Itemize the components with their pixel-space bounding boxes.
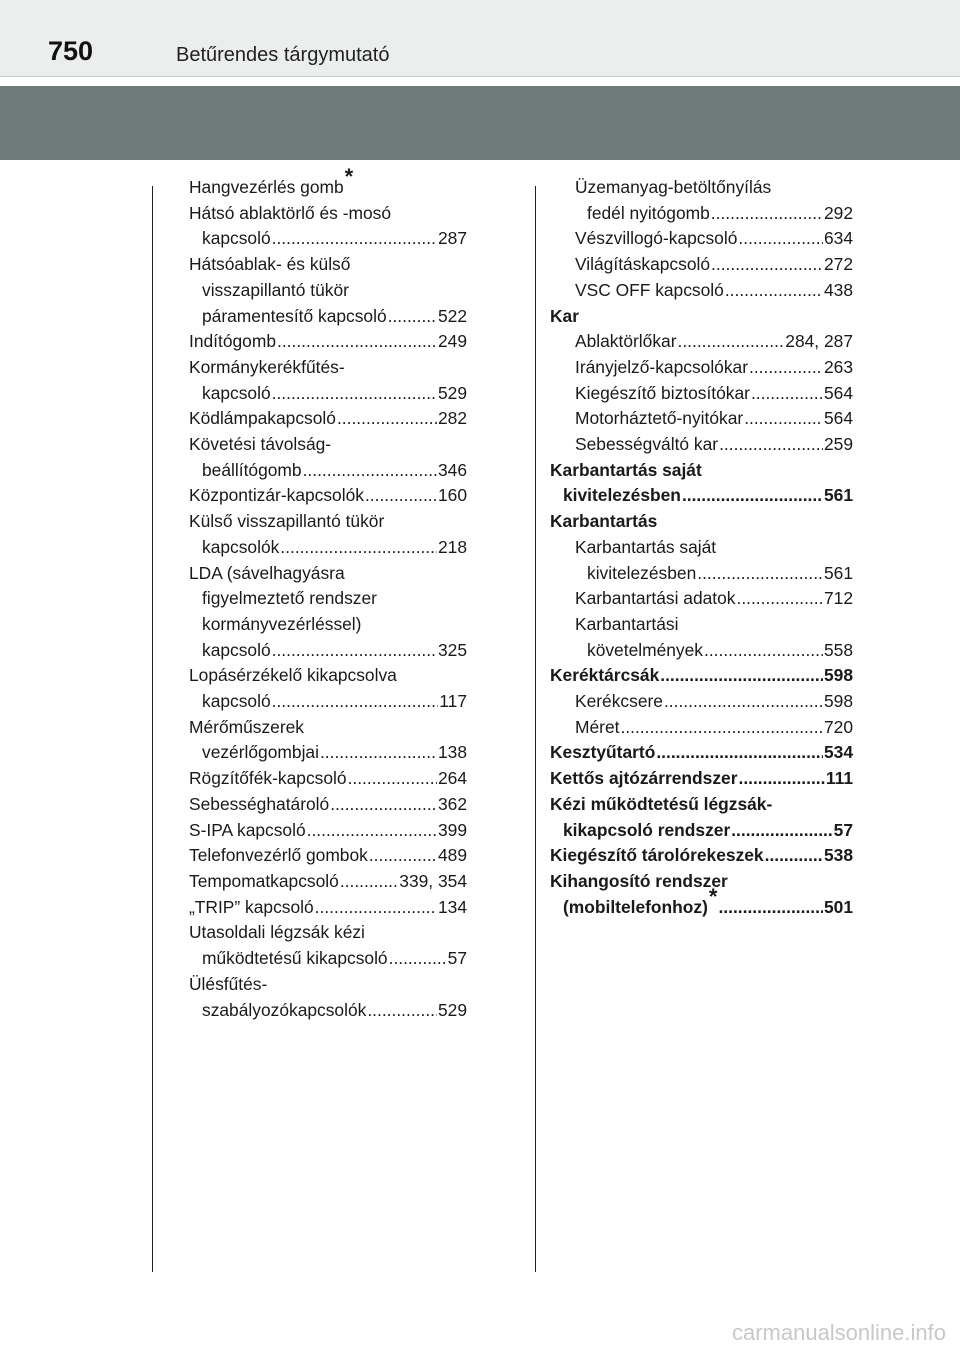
- header-band: [0, 86, 960, 160]
- index-entry-line: [550, 843, 853, 869]
- index-term: fedél nyitógomb: [587, 202, 710, 223]
- page-reference: 272: [823, 254, 853, 275]
- index-term: Irányjelző-kapcsolókar: [575, 356, 749, 377]
- dot-leader: [340, 869, 398, 895]
- dot-leader: [718, 895, 823, 921]
- index-entry: [550, 406, 853, 432]
- index-entry-line: [189, 792, 467, 818]
- index-entry: [550, 792, 853, 843]
- dot-leader: [315, 895, 437, 921]
- index-entry-line: [189, 946, 467, 972]
- dot-leader: [749, 355, 823, 381]
- index-entry: [189, 869, 467, 895]
- dot-leader: [307, 818, 437, 844]
- page-reference: 249: [437, 331, 467, 352]
- index-entry: [550, 252, 853, 278]
- page-reference: 399: [437, 819, 467, 840]
- index-entry-line: [189, 406, 467, 432]
- section-title: Betűrendes tárgymutató: [176, 44, 390, 66]
- page-reference: 138: [437, 742, 467, 763]
- index-term: Keréktárcsák: [550, 665, 660, 686]
- page-reference: 529: [437, 382, 467, 403]
- index-entry: [189, 509, 467, 560]
- page-header: [0, 0, 960, 77]
- index-term: figyelmeztető rendszer: [202, 588, 377, 609]
- watermark: carmanualsonline.info: [731, 1320, 946, 1345]
- index-term: kapcsolók: [202, 536, 280, 557]
- index-term: Kar: [550, 305, 579, 326]
- index-term: Kézi működtetésű légzsák-: [550, 793, 773, 814]
- dot-leader: [320, 740, 437, 766]
- page-reference: 564: [823, 382, 853, 403]
- index-term: Indítógomb: [189, 331, 277, 352]
- dot-leader: [682, 483, 823, 509]
- index-term: működtetésű kikapcsoló: [202, 948, 388, 969]
- index-term: Lopásérzékelő kikapcsolva: [189, 665, 397, 686]
- index-entry-line: (mobiltelefonhoz) * ..... 501: [550, 895, 853, 921]
- index-term: Telefonvezérlő gombok: [189, 845, 368, 866]
- page-reference: 111: [825, 768, 853, 789]
- index-entry-line: [189, 561, 467, 587]
- index-entry-line: Hangvezérlés gomb *: [189, 175, 467, 201]
- index-column-left: [189, 164, 467, 1023]
- index-entry: [550, 278, 853, 304]
- dot-leader: [389, 946, 447, 972]
- index-term: kapcsoló: [202, 228, 271, 249]
- index-entry-line: [550, 561, 853, 587]
- index-term: S-IPA kapcsoló: [189, 819, 306, 840]
- index-entry-line: [189, 432, 467, 458]
- index-term: kapcsoló: [202, 639, 271, 660]
- page-reference: 346: [437, 459, 467, 480]
- index-entry-line: [189, 972, 467, 998]
- index-entry-line: [550, 869, 853, 895]
- dot-leader: [765, 843, 823, 869]
- dot-leader: [277, 329, 437, 355]
- index-entry: [189, 972, 467, 1023]
- index-entry-line: [550, 483, 853, 509]
- dot-leader: [725, 278, 823, 304]
- index-entry-line: [189, 458, 467, 484]
- index-term: Tempomatkapcsoló: [189, 870, 339, 891]
- index-term: Hátsóablak- és külső: [189, 254, 351, 275]
- index-entry-line: [550, 638, 853, 664]
- index-term: LDA (sávelhagyásra: [189, 562, 345, 583]
- index-entry: [550, 869, 853, 920]
- index-entry-line: [189, 304, 467, 330]
- index-term: (mobiltelefonhoz): [563, 896, 708, 917]
- page-reference: 117: [439, 691, 467, 712]
- page-reference: 522: [437, 305, 467, 326]
- index-entry-line: [550, 381, 853, 407]
- index-entry-line: [189, 895, 467, 921]
- dot-leader: [303, 458, 437, 484]
- index-entry-line: [189, 535, 467, 561]
- index-term: Motorháztető-nyitókar: [575, 408, 744, 429]
- page-reference: 534: [823, 742, 853, 763]
- page-reference: 134: [437, 896, 467, 917]
- dot-leader: [697, 561, 823, 587]
- index-entry: [189, 201, 467, 252]
- page-reference: 160: [437, 485, 467, 506]
- page-reference: 362: [437, 793, 467, 814]
- page-reference: 264: [437, 768, 467, 789]
- index-entry-line: [550, 432, 853, 458]
- index-term: Kerékcsere: [575, 691, 663, 712]
- index-term: VSC OFF kapcsoló: [575, 279, 724, 300]
- index-term: Sebességváltó kar: [575, 434, 719, 455]
- index-term: Világításkapcsoló: [575, 254, 711, 275]
- index-entry: [189, 252, 467, 329]
- index-entry: [189, 561, 467, 664]
- index-entry-line: [189, 869, 467, 895]
- index-entry: [189, 843, 467, 869]
- dot-leader: [704, 638, 823, 664]
- index-term: Külső visszapillantó tükör: [189, 511, 385, 532]
- index-term: Karbantartás saját: [550, 459, 702, 480]
- index-entry-line: [189, 663, 467, 689]
- dot-leader: [656, 740, 823, 766]
- index-entry-line: [189, 329, 467, 355]
- index-entry-line: [189, 483, 467, 509]
- index-term: Ablaktörlőkar: [575, 331, 677, 352]
- page-reference: 561: [823, 562, 853, 583]
- page-reference: 259: [823, 434, 853, 455]
- index-entry-line: [189, 381, 467, 407]
- page-reference: 57: [447, 948, 467, 969]
- index-entry: [550, 612, 853, 663]
- index-term: „TRIP” kapcsoló: [189, 896, 314, 917]
- page-reference: 634: [823, 228, 853, 249]
- page-reference: 712: [823, 588, 853, 609]
- dot-leader: [272, 689, 439, 715]
- index-entry: [550, 843, 853, 869]
- index-term: Karbantartási adatok: [575, 588, 736, 609]
- dot-leader: [711, 201, 823, 227]
- index-term: Kesztyűtartó: [550, 742, 656, 763]
- page-reference: 263: [823, 356, 853, 377]
- index-entry-line: [550, 458, 853, 484]
- index-entry: [550, 304, 853, 330]
- index-entry-line: [189, 740, 467, 766]
- index-entry-line: [550, 792, 853, 818]
- index-entry: [550, 715, 853, 741]
- index-entry: [550, 766, 853, 792]
- page-reference: 561: [823, 485, 853, 506]
- page-reference: 529: [437, 999, 467, 1020]
- dot-leader: [388, 304, 437, 330]
- index-term: Ülésfűtés-: [189, 973, 268, 994]
- index-entry: [189, 406, 467, 432]
- dot-leader: [678, 329, 785, 355]
- index-entry-line: [189, 201, 467, 227]
- index-entry: [550, 535, 853, 586]
- index-term: Vészvillogó-kapcsoló: [575, 228, 738, 249]
- dot-leader: [272, 381, 437, 407]
- index-entry: [189, 766, 467, 792]
- index-term: visszapillantó tükör: [202, 279, 349, 300]
- index-entry-line: [550, 329, 853, 355]
- dot-leader: [272, 638, 437, 664]
- page-reference: 598: [823, 691, 853, 712]
- page-reference: 538: [823, 845, 853, 866]
- index-term: követelmények: [587, 639, 703, 660]
- page-reference: 325: [437, 639, 467, 660]
- index-term: Karbantartás: [550, 511, 658, 532]
- index-entry: [189, 164, 467, 201]
- page-reference: 438: [823, 279, 853, 300]
- index-entry-line: [550, 715, 853, 741]
- page-reference: 218: [437, 536, 467, 557]
- index-term: Rögzítőfék-kapcsoló: [189, 768, 347, 789]
- index-term: Utasoldali légzsák kézi: [189, 922, 365, 943]
- index-entry-line: [189, 715, 467, 741]
- dot-leader: [365, 483, 437, 509]
- index-entry-line: [550, 612, 853, 638]
- index-entry: [550, 226, 853, 252]
- index-entry: [550, 432, 853, 458]
- index-entry-line: [550, 355, 853, 381]
- index-term: Ködlámpakapcsoló: [189, 408, 336, 429]
- index-term: kikapcsoló rendszer: [563, 819, 731, 840]
- index-term: Hangvezérlés gomb: [189, 177, 344, 197]
- index-entry-line: [189, 252, 467, 278]
- index-term: Karbantartási: [575, 613, 679, 634]
- index-term: Hátsó ablaktörlő és -mosó: [189, 202, 392, 223]
- index-entry: [189, 715, 467, 766]
- index-entry-line: [550, 175, 853, 201]
- dot-leader: [738, 766, 824, 792]
- index-entry-line: [550, 586, 853, 612]
- index-entry: [550, 175, 853, 226]
- index-entry-line: [550, 252, 853, 278]
- dot-leader: [272, 226, 437, 252]
- index-entry: [550, 458, 853, 509]
- index-entry: [550, 689, 853, 715]
- index-entry-line: [550, 509, 853, 535]
- index-entry-line: [189, 766, 467, 792]
- page-reference: 57: [833, 819, 853, 840]
- index-term: kormányvezérléssel): [202, 613, 362, 634]
- dot-leader: [337, 406, 437, 432]
- index-entry: [550, 586, 853, 612]
- index-entry-line: [189, 278, 467, 304]
- index-entry-line: [189, 998, 467, 1024]
- index-column-right: [550, 175, 853, 920]
- index-entry: [189, 818, 467, 844]
- dot-leader: [280, 535, 437, 561]
- index-term: Kormánykerékfűtés-: [189, 356, 345, 377]
- page-reference: 598: [823, 665, 853, 686]
- index-term: Kiegészítő tárolórekeszek: [550, 845, 764, 866]
- index-entry-line: [550, 226, 853, 252]
- index-entry-line: [189, 226, 467, 252]
- index-term: Kettős ajtózárrendszer: [550, 768, 738, 789]
- index-entry-line: [550, 766, 853, 792]
- index-entry-line: [550, 406, 853, 432]
- index-entry-line: [550, 278, 853, 304]
- dot-leader: [711, 252, 823, 278]
- dot-leader: [369, 843, 437, 869]
- index-term: Kihangosító rendszer: [550, 870, 728, 891]
- index-entry: [189, 920, 467, 971]
- dot-leader: [620, 715, 823, 741]
- index-entry: [550, 740, 853, 766]
- page-number: 750: [48, 36, 94, 66]
- dot-leader: [664, 689, 823, 715]
- index-term: kivitelezésben: [563, 485, 681, 506]
- index-entry-line: [550, 663, 853, 689]
- index-term: beállítógomb: [202, 459, 302, 480]
- page-reference: 339, 354: [399, 870, 467, 891]
- index-entry-line: [189, 586, 467, 612]
- index-entry-line: [189, 612, 467, 638]
- page-reference: 292: [823, 202, 853, 223]
- dot-leader: [738, 226, 823, 252]
- index-entry-line: [189, 689, 467, 715]
- dot-leader: [751, 381, 823, 407]
- index-entry: [189, 432, 467, 483]
- index-entry: [550, 381, 853, 407]
- index-entry: [550, 329, 853, 355]
- index-entry-line: [550, 535, 853, 561]
- index-entry: [189, 792, 467, 818]
- index-term: Méret: [575, 716, 620, 737]
- page-reference: 564: [823, 408, 853, 429]
- dot-leader: [367, 998, 437, 1024]
- index-entry-line: [550, 304, 853, 330]
- dot-leader: [731, 818, 832, 844]
- index-entry-line: [189, 843, 467, 869]
- index-term: páramentesítő kapcsoló: [202, 305, 387, 326]
- index-entry: [189, 895, 467, 921]
- page-reference: 284, 287: [785, 331, 853, 352]
- index-entry-line: [189, 818, 467, 844]
- page-reference: 489: [437, 845, 467, 866]
- dot-leader: [660, 663, 823, 689]
- index-term: Központizár-kapcsolók: [189, 485, 364, 506]
- page-reference: 501: [823, 896, 853, 917]
- page-reference: 282: [437, 408, 467, 429]
- index-entry: [189, 483, 467, 509]
- index-entry: [189, 329, 467, 355]
- index-term: Mérőműszerek: [189, 716, 305, 737]
- dot-leader: [719, 432, 823, 458]
- index-term: Kiegészítő biztosítókar: [575, 382, 750, 403]
- column-divider-left: [152, 186, 153, 1272]
- index-entry-line: [550, 740, 853, 766]
- index-entry: [189, 355, 467, 406]
- index-entry: [550, 355, 853, 381]
- index-entry-line: [189, 355, 467, 381]
- index-term: kapcsoló: [202, 382, 271, 403]
- index-entry-line: [550, 818, 853, 844]
- index-term: szabályozókapcsolók: [202, 999, 367, 1020]
- dot-leader: [348, 766, 437, 792]
- dot-leader: [736, 586, 823, 612]
- dot-leader: [744, 406, 823, 432]
- index-term: Sebességhatároló: [189, 793, 330, 814]
- index-entry-line: [550, 689, 853, 715]
- dot-leader: [330, 792, 437, 818]
- index-entry-line: [189, 920, 467, 946]
- page-reference: 287: [437, 228, 467, 249]
- index-term: kivitelezésben: [587, 562, 697, 583]
- index-term: Üzemanyag-betöltőnyílás: [575, 177, 772, 197]
- page-reference: 558: [823, 639, 853, 660]
- column-divider-center: [535, 186, 536, 1272]
- index-entry: [550, 663, 853, 689]
- index-entry: [189, 663, 467, 714]
- index-entry: [550, 509, 853, 535]
- index-term: kapcsoló: [202, 691, 271, 712]
- page-reference: 720: [823, 716, 853, 737]
- index-term: vezérlőgombjai: [202, 742, 319, 763]
- index-term: Karbantartás saját: [575, 536, 717, 557]
- index-entry-line: [550, 201, 853, 227]
- index-entry-line: [189, 509, 467, 535]
- index-term: Követési távolság-: [189, 434, 332, 455]
- index-entry-line: [189, 638, 467, 664]
